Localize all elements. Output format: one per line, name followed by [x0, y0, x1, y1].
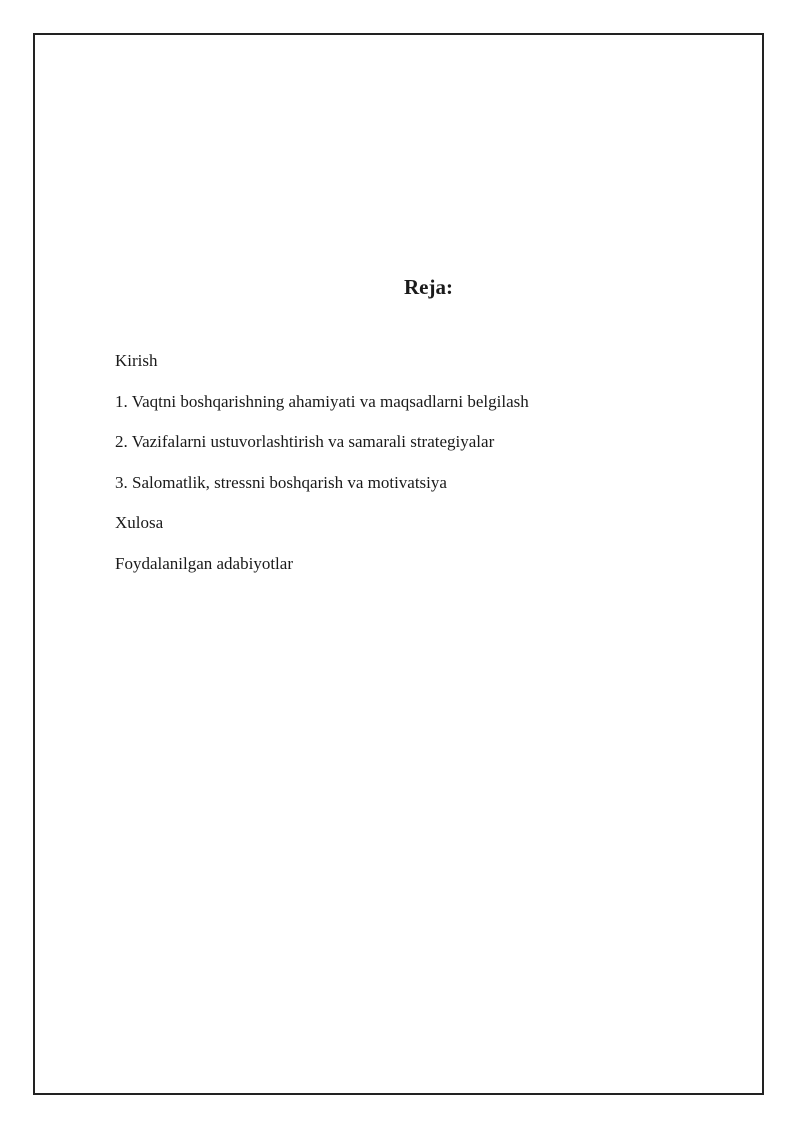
- page-title: Reja:: [404, 275, 453, 299]
- toc-item-section-3: 3. Salomatlik, stressni boshqarish va motivatsiya: [115, 472, 447, 492]
- toc-item-conclusion: Xulosa: [115, 513, 164, 532]
- toc-item-section-2: 2. Vazifalarni ustuvorlashtirish va samarali strategiyalar: [115, 432, 495, 451]
- toc-item-section-1: 1. Vaqtni boshqarishning ahamiyati va maqsadlarni belgilash: [115, 391, 529, 411]
- table-of-contents: [115, 351, 529, 594]
- toc-item-introduction: Kirish: [115, 351, 158, 370]
- toc-item-references: Foydalanilgan adabiyotlar: [115, 553, 293, 573]
